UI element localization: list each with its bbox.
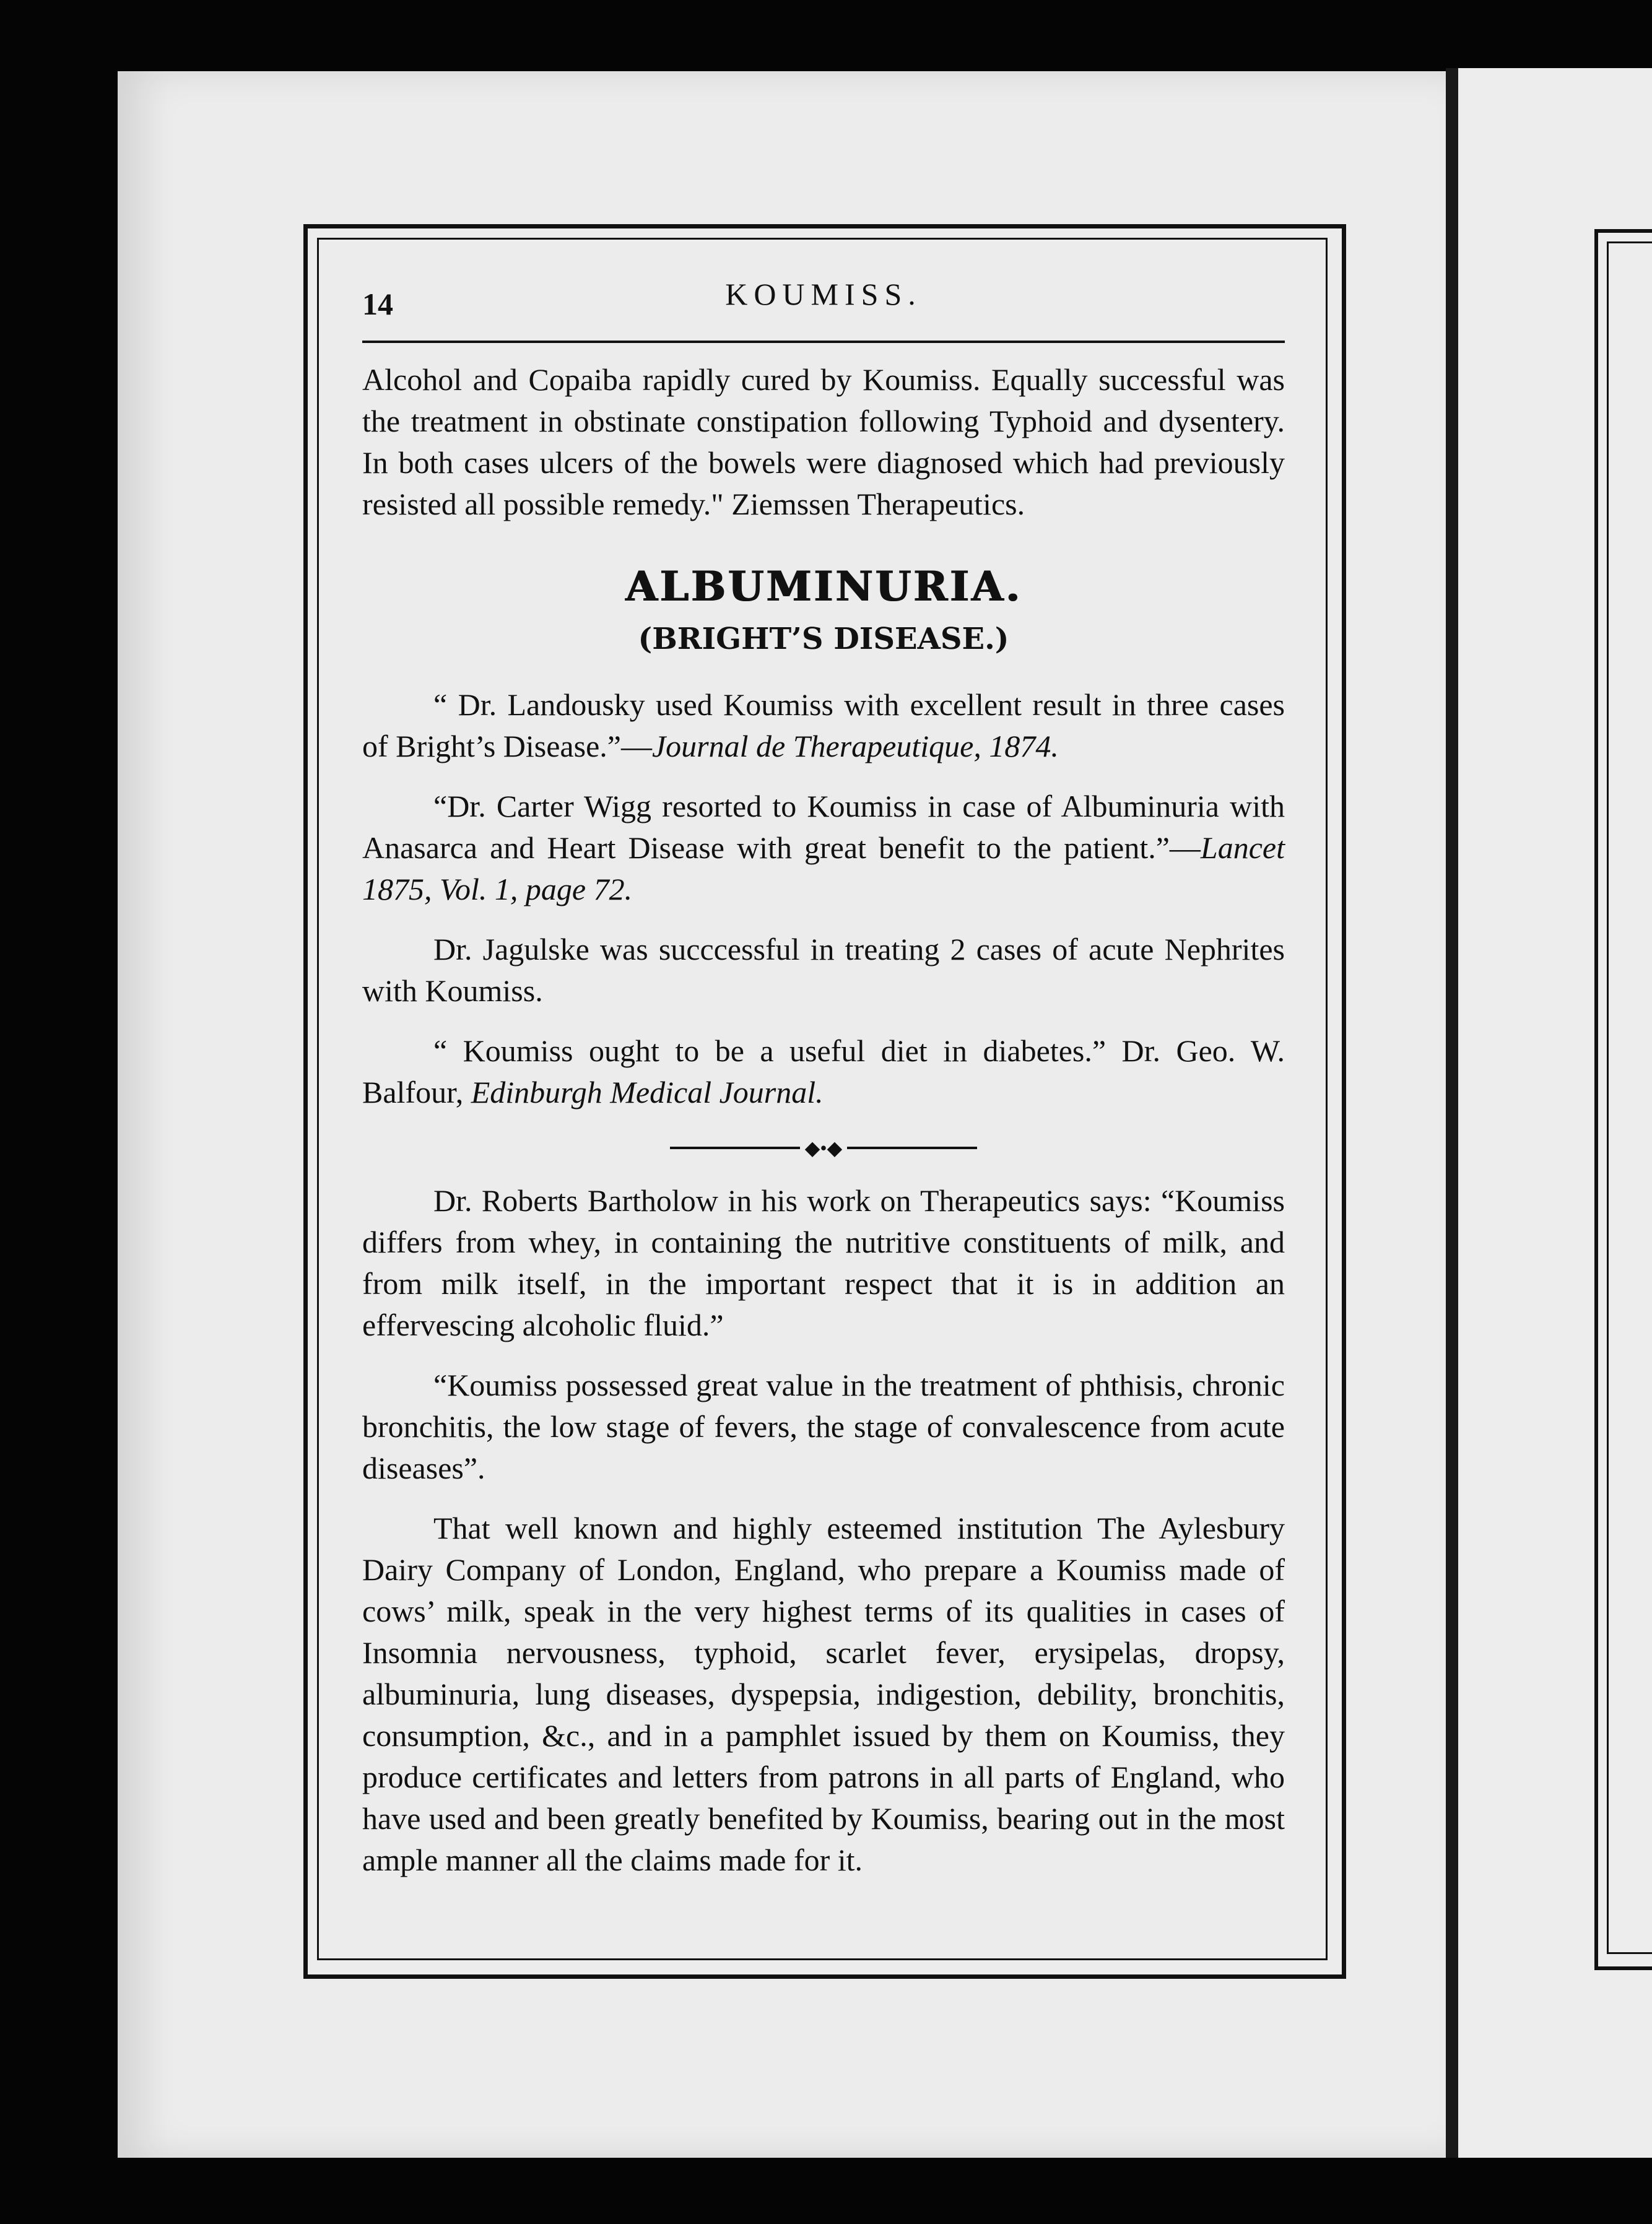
running-head: KOUMISS.	[725, 277, 922, 311]
paragraph-continued: Alcohol and Copaiba rapidly cured by Koumiss. Equally successful was the treatment in obstinate constipation following Typhoid and dysentery. In both cases ulcers of the bowels were diagnosed which had previously resisted all possible remedy." Ziemssen Therapeutics.	[362, 362, 1285, 521]
quote-text: “Dr. Carter Wigg resorted to Koumiss in case of Albuminuria with Anasarca and Heart Disease with great benefit to the patient.”—	[362, 789, 1285, 865]
quote-text: “ Dr. Landousky used Koumiss with excellent result in three cases of Bright’s Disease.”—	[362, 687, 1285, 763]
quote-balfour	[362, 1030, 1285, 1113]
section-subheading: (BRIGHT’S DISEASE.)	[638, 622, 1009, 656]
page-number: 14	[362, 287, 393, 321]
citation: Edinburgh Medical Journal.	[471, 1075, 824, 1110]
book-gutter	[1446, 68, 1458, 2158]
header-rule	[362, 341, 1285, 343]
divider-line-left	[670, 1147, 800, 1149]
section-heading: ALBUMINURIA.	[625, 562, 1022, 610]
paragraph-aylesbury: That well known and highly esteemed institution The Aylesbury Dairy Company of London, England, who prepare a Koumiss made of cows’ milk, speak in the very highest terms of its qualities in cases of Insomnia nervousness, typhoid, scarlet fever, erysipelas, dropsy, albuminuria, lung diseases, dyspepsia, indigestion, debility, bronchitis, consumption, &c., and in a pamphlet issued by them on Koumiss, they produce certificates and letters from patrons in all parts of England, who have used and been greatly benefited by Koumiss, bearing out in the most ample manner all the claims made for it.	[362, 1511, 1285, 1877]
quote-landousky	[362, 684, 1285, 767]
page-header	[362, 266, 1285, 321]
paragraph-jagulske: Dr. Jagulske was succcessful in treating 2 cases of acute Nephrites with Koumiss.	[362, 932, 1285, 1008]
paragraph-phthisis: “Koumiss possessed great value in the treatment of phthisis, chronic bronchitis, the low stage of fevers, the stage of convalescence from acute diseases”.	[362, 1368, 1285, 1485]
paragraph-bartholow: Dr. Roberts Bartholow in his work on Therapeutics says: “Koumiss differs from whey, in containing the nutritive constituents of milk, and from milk itself, in the important respect that it is in addition an effervescing alcoholic fluid.”	[362, 1183, 1285, 1342]
citation: Lancet 1875, Vol. 1, page 72.	[362, 830, 1285, 906]
quote-wigg	[362, 786, 1285, 910]
divider-line-right	[847, 1147, 977, 1149]
citation: Journal de Therapeutique, 1874.	[651, 729, 1059, 763]
quote-text: “ Koumiss ought to be a useful diet in diabetes.” Dr. Geo. W. Balfour,	[362, 1033, 1285, 1110]
facing-page-frame-inner	[1607, 241, 1652, 1954]
divider-ornament: ◆•◆	[804, 1137, 843, 1159]
ornamental-divider	[362, 1138, 1285, 1158]
page-content	[362, 266, 1285, 1881]
